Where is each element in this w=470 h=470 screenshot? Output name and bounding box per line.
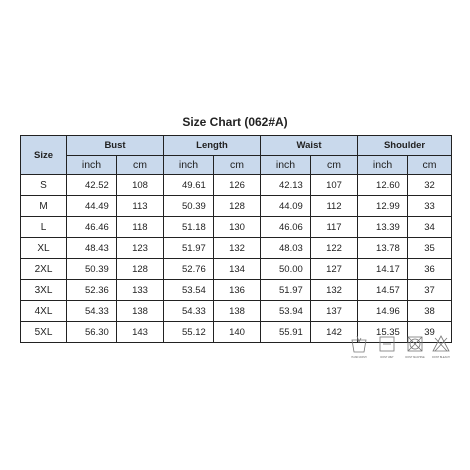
waist-cm-cell: 127 — [311, 259, 358, 280]
table-row — [21, 175, 452, 196]
length-cm-cell: 138 — [214, 301, 261, 322]
waist-in-cell: 51.97 — [261, 280, 311, 301]
length-in-cell: 52.76 — [164, 259, 214, 280]
do-not-bleach-icon — [377, 332, 397, 360]
waist-in-cell: 55.91 — [261, 322, 311, 343]
bust-in-cell: 56.30 — [67, 322, 117, 343]
shoulder-in-cell: 14.57 — [358, 280, 408, 301]
shoulder-cm-cell: 39 — [408, 322, 452, 343]
waist-in-cell: 42.13 — [261, 175, 311, 196]
shoulder-cm-cell: 33 — [408, 196, 452, 217]
unit-inch: inch — [358, 156, 408, 175]
size-cell: 2XL — [21, 259, 67, 280]
bust-cm-cell: 123 — [117, 238, 164, 259]
care-label: DONT MACHINE — [405, 356, 425, 359]
waist-in-cell: 53.94 — [261, 301, 311, 322]
shoulder-in-cell: 12.60 — [358, 175, 408, 196]
waist-in-cell: 44.09 — [261, 196, 311, 217]
size-cell: 4XL — [21, 301, 67, 322]
shoulder-in-cell: 15.35 — [358, 322, 408, 343]
length-cm-cell: 136 — [214, 280, 261, 301]
bust-in-cell: 44.49 — [67, 196, 117, 217]
table-row — [21, 217, 452, 238]
bust-in-cell: 54.33 — [67, 301, 117, 322]
length-cm-cell: 132 — [214, 238, 261, 259]
shoulder-in-cell: 13.39 — [358, 217, 408, 238]
do-not-bleach-triangle-icon — [431, 332, 451, 360]
care-label: DONT WET — [380, 356, 394, 359]
bust-in-cell: 46.46 — [67, 217, 117, 238]
waist-cm-cell: 132 — [311, 280, 358, 301]
waist-cm-cell: 107 — [311, 175, 358, 196]
header-row — [21, 136, 452, 156]
shoulder-in-cell: 12.99 — [358, 196, 408, 217]
shoulder-cm-cell: 34 — [408, 217, 452, 238]
length-cm-cell: 128 — [214, 196, 261, 217]
length-in-cell: 49.61 — [164, 175, 214, 196]
length-cm-cell: 130 — [214, 217, 261, 238]
size-cell: M — [21, 196, 67, 217]
table-row — [21, 301, 452, 322]
shoulder-in-cell: 14.17 — [358, 259, 408, 280]
waist-cm-cell: 117 — [311, 217, 358, 238]
bust-cm-cell: 143 — [117, 322, 164, 343]
table-row — [21, 280, 452, 301]
do-not-tumble-dry-icon — [405, 332, 425, 360]
shoulder-cm-cell: 32 — [408, 175, 452, 196]
unit-cm: cm — [311, 156, 358, 175]
shoulder-in-cell: 14.96 — [358, 301, 408, 322]
shoulder-in-cell: 13.78 — [358, 238, 408, 259]
bust-header: Bust — [67, 136, 164, 156]
length-cm-cell: 140 — [214, 322, 261, 343]
size-header: Size — [21, 136, 67, 175]
waist-cm-cell: 112 — [311, 196, 358, 217]
waist-header: Waist — [261, 136, 358, 156]
care-label: DONT BLEACH — [432, 356, 450, 359]
shoulder-cm-cell: 36 — [408, 259, 452, 280]
bust-cm-cell: 133 — [117, 280, 164, 301]
unit-cm: cm — [408, 156, 452, 175]
table-row — [21, 238, 452, 259]
bust-cm-cell: 128 — [117, 259, 164, 280]
bust-in-cell: 42.52 — [67, 175, 117, 196]
waist-in-cell: 50.00 — [261, 259, 311, 280]
size-chart-table — [20, 135, 452, 343]
size-cell: XL — [21, 238, 67, 259]
waist-cm-cell: 137 — [311, 301, 358, 322]
length-cm-cell: 134 — [214, 259, 261, 280]
length-header: Length — [164, 136, 261, 156]
unit-header-row — [21, 156, 452, 175]
shoulder-cm-cell: 38 — [408, 301, 452, 322]
bust-cm-cell: 118 — [117, 217, 164, 238]
waist-in-cell: 46.06 — [261, 217, 311, 238]
length-in-cell: 54.33 — [164, 301, 214, 322]
size-cell: 5XL — [21, 322, 67, 343]
shoulder-header: Shoulder — [358, 136, 452, 156]
bust-cm-cell: 138 — [117, 301, 164, 322]
waist-cm-cell: 122 — [311, 238, 358, 259]
waist-cm-cell: 142 — [311, 322, 358, 343]
length-cm-cell: 126 — [214, 175, 261, 196]
length-in-cell: 51.97 — [164, 238, 214, 259]
unit-inch: inch — [164, 156, 214, 175]
size-cell: L — [21, 217, 67, 238]
unit-cm: cm — [214, 156, 261, 175]
care-icons — [345, 332, 455, 368]
length-in-cell: 53.54 — [164, 280, 214, 301]
hand-wash-icon — [349, 332, 369, 360]
chart-title: Size Chart (062#A) — [182, 115, 288, 129]
bust-in-cell: 48.43 — [67, 238, 117, 259]
table-row — [21, 259, 452, 280]
unit-cm: cm — [117, 156, 164, 175]
length-in-cell: 55.12 — [164, 322, 214, 343]
care-label: HAND WASH — [351, 356, 367, 359]
table-row — [21, 196, 452, 217]
length-in-cell: 50.39 — [164, 196, 214, 217]
size-cell: S — [21, 175, 67, 196]
bust-in-cell: 50.39 — [67, 259, 117, 280]
bust-cm-cell: 108 — [117, 175, 164, 196]
size-cell: 3XL — [21, 280, 67, 301]
bust-in-cell: 52.36 — [67, 280, 117, 301]
waist-in-cell: 48.03 — [261, 238, 311, 259]
shoulder-cm-cell: 37 — [408, 280, 452, 301]
unit-inch: inch — [67, 156, 117, 175]
bust-cm-cell: 113 — [117, 196, 164, 217]
length-in-cell: 51.18 — [164, 217, 214, 238]
unit-inch: inch — [261, 156, 311, 175]
shoulder-cm-cell: 35 — [408, 238, 452, 259]
